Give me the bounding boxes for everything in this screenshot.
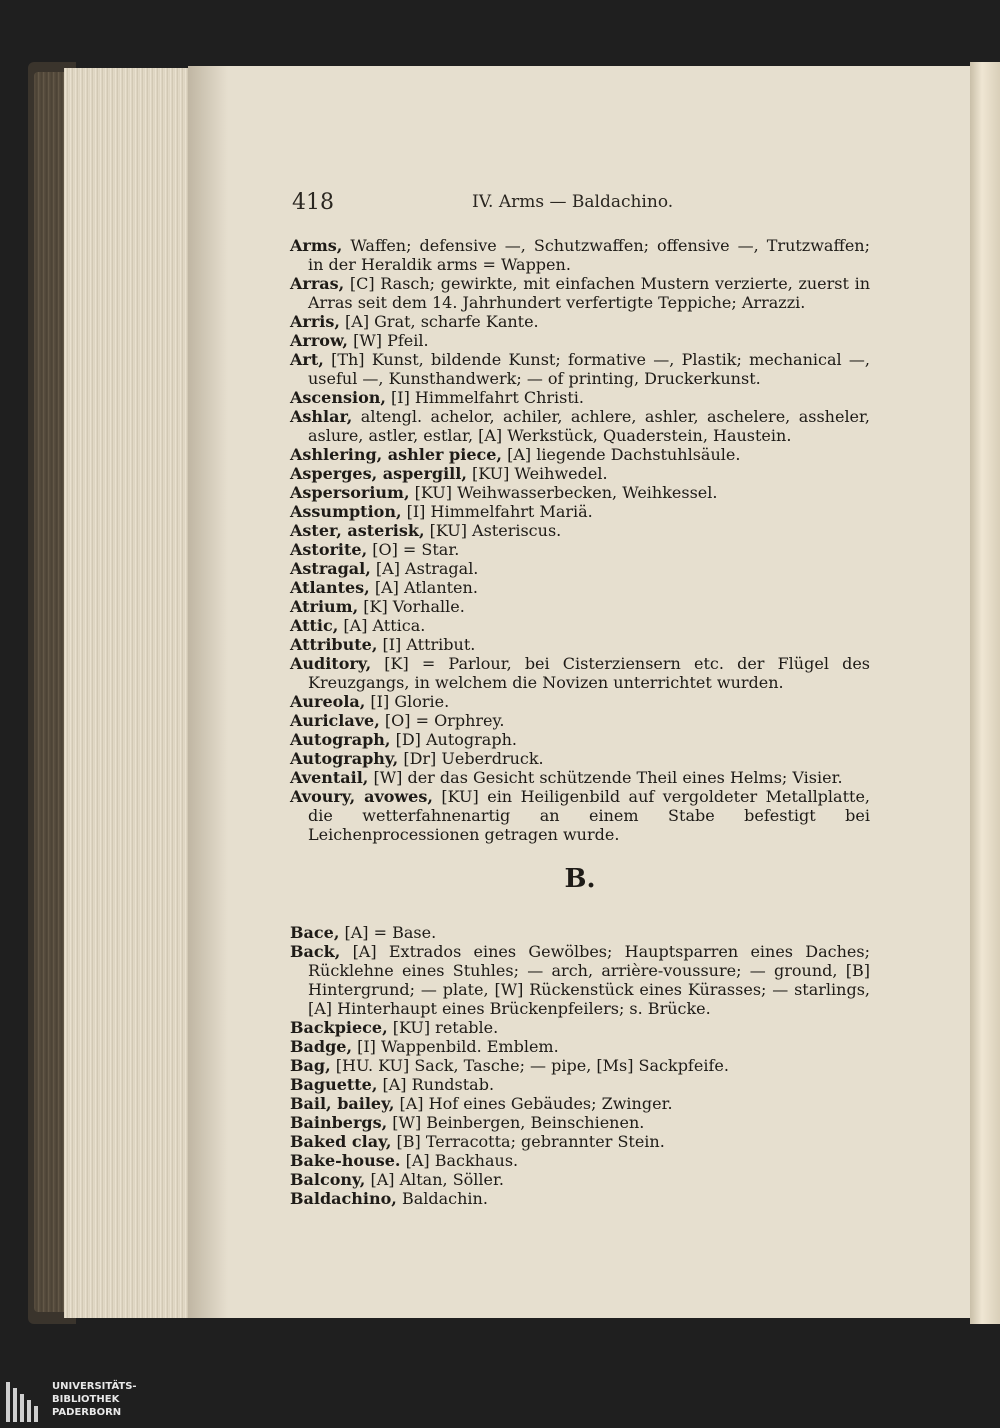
definition: [Th] Kunst, bildende Kunst; formative —, Plastik; mechanical —, useful —, Kunsthandwerk; — of printing, Druckerkunst. bbox=[308, 350, 870, 388]
headword: Art, bbox=[290, 350, 324, 369]
definition: [W] der das Gesicht schützende Theil eines Helms; Visier. bbox=[368, 768, 843, 787]
definition: [KU] Weihwedel. bbox=[466, 464, 608, 483]
dictionary-entry bbox=[290, 635, 870, 654]
definition: [C] Rasch; gewirkte, mit einfachen Mustern verzierte, zuerst in Arras seit dem 14. Jahrhundert verfertigte Teppiche; Arrazzi. bbox=[308, 274, 870, 312]
dictionary-entry bbox=[290, 236, 870, 274]
headword: Ascension, bbox=[290, 388, 386, 407]
dictionary-entry bbox=[290, 502, 870, 521]
dictionary-entry bbox=[290, 654, 870, 692]
definition: [KU] Asteriscus. bbox=[424, 521, 562, 540]
headword: Arrow, bbox=[290, 331, 348, 350]
definition: [A] Extrados eines Gewölbes; Hauptsparren eines Daches; Rücklehne eines Stuhles; — arch, arrière-voussure; — ground, [B] Hintergrund; — plate, [W] Rückenstück eines Kürasses; — starlings, [A] Hinterhaupt eines Brückenpfeilers; s. Brücke. bbox=[308, 942, 870, 1018]
headword: Bag, bbox=[290, 1056, 331, 1075]
definition: [A] Backhaus. bbox=[400, 1151, 519, 1170]
dictionary-entry bbox=[290, 578, 870, 597]
headword: Autography, bbox=[290, 749, 399, 768]
headword: Assumption, bbox=[290, 502, 402, 521]
headword: Autograph, bbox=[290, 730, 391, 749]
dictionary-entry bbox=[290, 540, 870, 559]
headword: Attribute, bbox=[290, 635, 378, 654]
definition: [KU] retable. bbox=[387, 1018, 499, 1037]
headword: Auditory, bbox=[290, 654, 372, 673]
library-logo bbox=[6, 1380, 206, 1424]
definition: [D] Autograph. bbox=[390, 730, 517, 749]
definition: [A] liegende Dachstuhlsäule. bbox=[501, 445, 741, 464]
dictionary-entry bbox=[290, 1113, 870, 1132]
headword: Aventail, bbox=[290, 768, 369, 787]
definition: [KU] Weihwasserbecken, Weihkessel. bbox=[409, 483, 718, 502]
dictionary-entry bbox=[290, 1151, 870, 1170]
headword: Arras, bbox=[290, 274, 345, 293]
headword: Bainbergs, bbox=[290, 1113, 388, 1132]
definition: [HU. KU] Sack, Tasche; — pipe, [Ms] Sackpfeife. bbox=[330, 1056, 729, 1075]
dictionary-entry bbox=[290, 768, 870, 787]
definition: Waffen; defensive —, Schutzwaffen; offensive —, Trutzwaffen; in der Heraldik arms = Wappen. bbox=[308, 236, 870, 274]
dictionary-entry bbox=[290, 388, 870, 407]
definition: [W] Pfeil. bbox=[347, 331, 429, 350]
definition: [Dr] Ueberdruck. bbox=[398, 749, 544, 768]
logo-line-2: BIBLIOTHEK bbox=[52, 1394, 120, 1405]
definition: [O] = Star. bbox=[367, 540, 460, 559]
definition: [I] Himmelfahrt Christi. bbox=[385, 388, 584, 407]
dictionary-entry bbox=[290, 711, 870, 730]
headword: Aster, asterisk, bbox=[290, 521, 425, 540]
dictionary-entry bbox=[290, 730, 870, 749]
headword: Asperges, aspergill, bbox=[290, 464, 467, 483]
dictionary-entry bbox=[290, 942, 870, 1018]
dictionary-entry bbox=[290, 1170, 870, 1189]
dictionary-entry bbox=[290, 597, 870, 616]
headword: Badge, bbox=[290, 1037, 353, 1056]
headword: Attic, bbox=[290, 616, 339, 635]
definition: [K] = Parlour, bei Cisterziensern etc. der Flügel des Kreuzgangs, in welchem die Novizen unterrichtet wurden. bbox=[308, 654, 870, 692]
dictionary-entry bbox=[290, 464, 870, 483]
definition: [A] Altan, Söller. bbox=[365, 1170, 504, 1189]
definition: [A] Astragal. bbox=[370, 559, 479, 578]
definition: [I] Glorie. bbox=[365, 692, 450, 711]
dictionary-content bbox=[290, 236, 870, 1208]
dictionary-entry bbox=[290, 1094, 870, 1113]
headword: Arms, bbox=[290, 236, 343, 255]
dictionary-entry bbox=[290, 350, 870, 388]
headword: Aureola, bbox=[290, 692, 366, 711]
headword: Ashlar, bbox=[290, 407, 353, 426]
headword: Astorite, bbox=[290, 540, 368, 559]
dictionary-entry bbox=[290, 1132, 870, 1151]
headword: Baked clay, bbox=[290, 1132, 392, 1151]
headword: Baguette, bbox=[290, 1075, 378, 1094]
definition: [A] Attica. bbox=[338, 616, 426, 635]
definition: [I] Himmelfahrt Mariä. bbox=[401, 502, 593, 521]
definition: [I] Wappenbild. Emblem. bbox=[352, 1037, 559, 1056]
dictionary-entry bbox=[290, 407, 870, 445]
definition: [O] = Orphrey. bbox=[379, 711, 505, 730]
definition: [A] Hof eines Gebäudes; Zwinger. bbox=[394, 1094, 673, 1113]
dictionary-entry bbox=[290, 445, 870, 464]
definition: [A] Grat, scharfe Kante. bbox=[339, 312, 539, 331]
headword: Atlantes, bbox=[290, 578, 370, 597]
dictionary-entry bbox=[290, 1018, 870, 1037]
dictionary-entry bbox=[290, 1037, 870, 1056]
headword: Ashlering, ashler piece, bbox=[290, 445, 502, 464]
dictionary-entry bbox=[290, 521, 870, 540]
entries-b bbox=[290, 923, 870, 1208]
dictionary-entry bbox=[290, 692, 870, 711]
definition: Baldachin. bbox=[396, 1189, 488, 1208]
gutter-shadow bbox=[188, 66, 228, 1318]
dictionary-entry bbox=[290, 1075, 870, 1094]
logo-line-3: PADERBORN bbox=[52, 1407, 122, 1418]
definition: [B] Terracotta; gebrannter Stein. bbox=[391, 1132, 665, 1151]
dictionary-entry bbox=[290, 749, 870, 768]
logo-line-1: UNIVERSITÄTS- bbox=[52, 1381, 137, 1392]
entries-a bbox=[290, 236, 870, 844]
headword: Astragal, bbox=[290, 559, 371, 578]
facing-page-edge bbox=[970, 62, 1000, 1324]
dictionary-entry bbox=[290, 483, 870, 502]
definition: altengl. achelor, achiler, achlere, ashler, aschelere, assheler, aslure, astler, estlar, [A] Werkstück, Quaderstein, Haustein. bbox=[308, 407, 870, 445]
definition: [A] = Base. bbox=[339, 923, 437, 942]
dictionary-entry bbox=[290, 616, 870, 635]
dictionary-entry bbox=[290, 331, 870, 350]
dictionary-entry bbox=[290, 923, 870, 942]
dictionary-entry bbox=[290, 559, 870, 578]
logo-text bbox=[52, 1380, 137, 1419]
dictionary-entry bbox=[290, 1056, 870, 1075]
dictionary-entry bbox=[290, 312, 870, 331]
headword: Bace, bbox=[290, 923, 340, 942]
definition: [A] Rundstab. bbox=[377, 1075, 495, 1094]
section-letter: B. bbox=[564, 864, 596, 894]
cover-edge bbox=[34, 72, 68, 1312]
running-head bbox=[280, 190, 760, 220]
headword: Back, bbox=[290, 942, 341, 961]
logo-bars-icon bbox=[6, 1382, 46, 1422]
headword: Auriclave, bbox=[290, 711, 380, 730]
dictionary-entry bbox=[290, 274, 870, 312]
headword: Arris, bbox=[290, 312, 340, 331]
dictionary-entry bbox=[290, 1189, 870, 1208]
headword: Atrium, bbox=[290, 597, 359, 616]
dictionary-entry bbox=[290, 787, 870, 844]
definition: [K] Vorhalle. bbox=[358, 597, 465, 616]
definition: [A] Atlanten. bbox=[369, 578, 478, 597]
headword: Backpiece, bbox=[290, 1018, 388, 1037]
headword: Balcony, bbox=[290, 1170, 366, 1189]
headword: Baldachino, bbox=[290, 1189, 397, 1208]
headword: Bail, bailey, bbox=[290, 1094, 395, 1113]
page-edges bbox=[64, 68, 190, 1318]
running-title: IV. Arms — Baldachino. bbox=[472, 192, 674, 212]
definition: [I] Attribut. bbox=[377, 635, 476, 654]
headword: Bake-house. bbox=[290, 1151, 401, 1170]
headword: Aspersorium, bbox=[290, 483, 410, 502]
definition: [W] Beinbergen, Beinschienen. bbox=[387, 1113, 645, 1132]
definition: [KU] ein Heiligenbild auf vergoldeter Metallplatte, die wetterfahnenartig an einem Stabe befestigt bei Leichenprocessionen getragen wurde. bbox=[308, 787, 870, 844]
headword: Avoury, avowes, bbox=[290, 787, 433, 806]
page-number: 418 bbox=[292, 190, 334, 215]
